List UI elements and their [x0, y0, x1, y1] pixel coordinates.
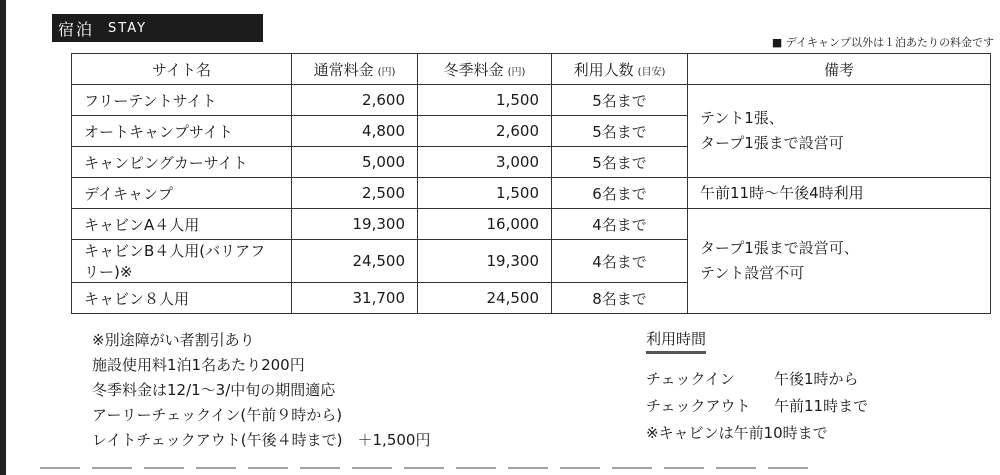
table-row	[72, 209, 991, 240]
capacity: 5名まで	[552, 116, 688, 147]
remarks-cabin	[688, 209, 991, 314]
winter-price: 16,000	[418, 209, 552, 240]
header-winter-unit: (円)	[507, 66, 526, 78]
header-regular-unit: (円)	[377, 66, 396, 78]
capacity: 5名まで	[552, 85, 688, 116]
header-capacity-label: 利用人数	[573, 60, 634, 79]
footnote-late-checkout: レイトチェックアウト(午後４時まで) ＋1,500円	[92, 431, 431, 449]
regular-price: 24,500	[292, 240, 418, 283]
winter-price: 2,600	[418, 116, 552, 147]
usage-time-title: 利用時間	[646, 328, 706, 354]
remarks-day: 午前11時～午後4時利用	[688, 178, 991, 209]
section-header	[52, 14, 263, 42]
footnote-early-checkin: アーリーチェックイン(午前９時から)	[92, 406, 343, 424]
usage-time	[646, 328, 868, 447]
pricing-note: ■ デイキャンプ以外は１泊あたりの料金です	[771, 36, 994, 49]
checkin-label: チェックイン	[646, 370, 735, 388]
regular-price: 2,600	[292, 85, 418, 116]
scan-artifact-line	[40, 467, 820, 469]
header-site-label: サイト名	[152, 60, 211, 79]
checkout-row	[646, 393, 868, 420]
header-capacity-unit: (目安)	[637, 66, 666, 78]
remarks-tent-line1: テント1張、	[700, 109, 784, 127]
checkout-label: チェックアウト	[646, 397, 751, 415]
site-name: デイキャンプ	[72, 178, 292, 209]
site-name: オートキャンプサイト	[72, 116, 292, 147]
header-remarks-label: 備考	[823, 60, 854, 79]
regular-price: 2,500	[292, 178, 418, 209]
footnote-winter-period: 冬季料金は12/1～3/中旬の期間適応	[92, 381, 336, 399]
header-site	[72, 54, 292, 85]
winter-price: 1,500	[418, 85, 552, 116]
regular-price: 19,300	[292, 209, 418, 240]
table-header-row	[72, 54, 991, 85]
rate-table	[71, 53, 991, 314]
winter-price: 24,500	[418, 283, 552, 314]
capacity: 5名まで	[552, 147, 688, 178]
footnote-facility-fee: 施設使用料1泊1名あたり200円	[92, 356, 305, 374]
cabin-checkout-note: ※キャビンは午前10時まで	[646, 424, 828, 442]
remarks-tent	[688, 85, 991, 178]
checkin-value: 午後1時から	[774, 370, 859, 388]
footnote-discount: ※別途障がい者割引あり	[92, 331, 255, 349]
winter-price: 1,500	[418, 178, 552, 209]
regular-price: 4,800	[292, 116, 418, 147]
winter-price: 19,300	[418, 240, 552, 283]
capacity: 8名まで	[552, 283, 688, 314]
section-title-ja: 宿泊	[58, 19, 95, 39]
capacity: 4名まで	[552, 240, 688, 283]
winter-price: 3,000	[418, 147, 552, 178]
remarks-cabin-line1: タープ1張まで設営可、	[700, 239, 859, 257]
site-name: キャビンA４人用	[72, 209, 292, 240]
header-regular-label: 通常料金	[313, 60, 374, 79]
header-winter	[418, 54, 552, 85]
capacity: 4名まで	[552, 209, 688, 240]
page-edge	[0, 0, 6, 475]
table-row	[72, 85, 991, 116]
capacity: 6名まで	[552, 178, 688, 209]
site-name: キャビンB４人用(バリアフリー)※	[72, 240, 292, 283]
header-remarks	[688, 54, 991, 85]
table-row	[72, 178, 991, 209]
header-capacity	[552, 54, 688, 85]
regular-price: 5,000	[292, 147, 418, 178]
header-winter-label: 冬季料金	[443, 60, 504, 79]
site-name: キャンピングカーサイト	[72, 147, 292, 178]
site-name: キャビン８人用	[72, 283, 292, 314]
checkin-row	[646, 366, 868, 393]
header-regular	[292, 54, 418, 85]
checkout-value: 午前11時まで	[774, 397, 869, 415]
regular-price: 31,700	[292, 283, 418, 314]
remarks-tent-line2: タープ1張まで設営可	[700, 134, 844, 152]
section-title-en: STAY	[108, 20, 148, 36]
footnotes	[92, 328, 430, 453]
site-name: フリーテントサイト	[72, 85, 292, 116]
remarks-cabin-line2: テント設営不可	[700, 264, 805, 282]
